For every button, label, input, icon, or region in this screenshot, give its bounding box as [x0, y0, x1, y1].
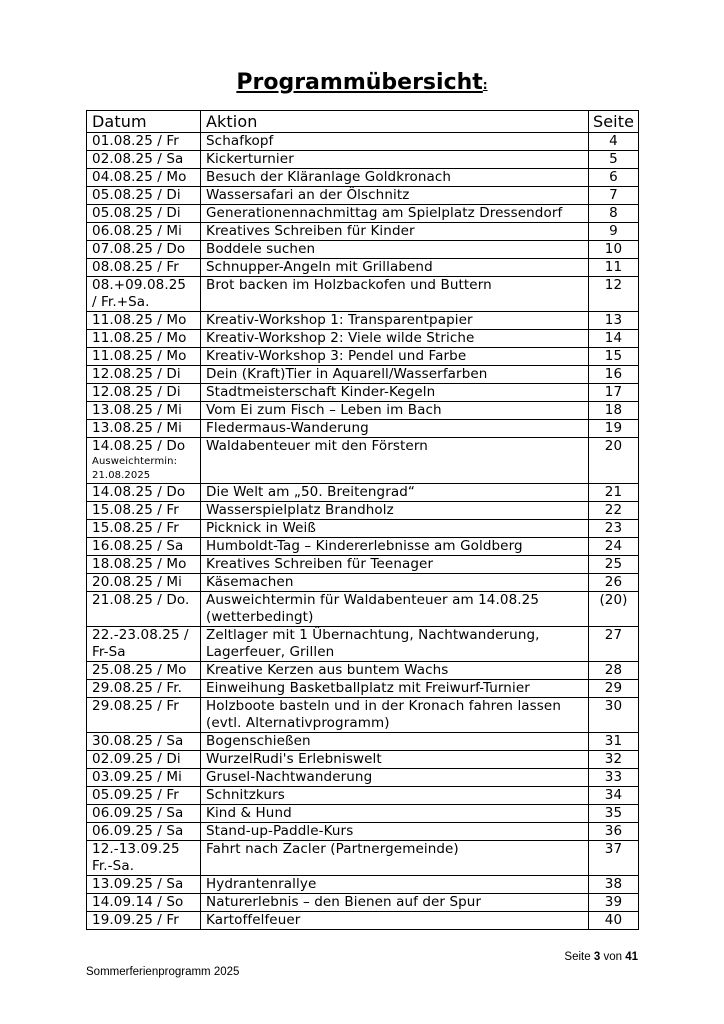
cell-action: Kreative Kerzen aus buntem Wachs [201, 662, 589, 680]
cell-page: 29 [589, 680, 639, 698]
cell-page: (20) [589, 592, 639, 627]
date-text: 16.08.25 / Sa [92, 538, 184, 554]
cell-page: 27 [589, 627, 639, 662]
cell-action: Die Welt am „50. Breitengrad“ [201, 484, 589, 502]
table-row [87, 662, 639, 680]
table-row [87, 312, 639, 330]
cell-date [87, 592, 201, 627]
cell-action: Kreatives Schreiben für Teenager [201, 556, 589, 574]
cell-date [87, 627, 201, 662]
cell-action: Stadtmeisterschaft Kinder-Kegeln [201, 384, 589, 402]
cell-page: 10 [589, 241, 639, 259]
cell-date [87, 680, 201, 698]
date-text: 12.08.25 / Di [92, 366, 181, 382]
cell-date [87, 876, 201, 894]
cell-date [87, 894, 201, 912]
date-text: 11.08.25 / Mo [92, 330, 187, 346]
cell-action: Schnupper-Angeln mit Grillabend [201, 259, 589, 277]
date-text: 11.08.25 / Mo [92, 312, 187, 328]
date-text: 14.09.14 / So [92, 894, 184, 910]
cell-action: Fledermaus-Wanderung [201, 420, 589, 438]
cell-page: 28 [589, 662, 639, 680]
cell-date [87, 556, 201, 574]
date-text: 15.08.25 / Fr [92, 520, 179, 536]
table-row [87, 484, 639, 502]
cell-page: 30 [589, 698, 639, 733]
cell-page: 35 [589, 805, 639, 823]
cell-action: Kind & Hund [201, 805, 589, 823]
cell-date [87, 384, 201, 402]
cell-date [87, 312, 201, 330]
cell-page: 26 [589, 574, 639, 592]
table-row [87, 438, 639, 484]
date-text: 06.09.25 / Sa [92, 805, 184, 821]
cell-action: Dein (Kraft)Tier in Aquarell/Wasserfarben [201, 366, 589, 384]
table-row [87, 841, 639, 876]
cell-date [87, 823, 201, 841]
cell-date [87, 438, 201, 484]
table-row [87, 241, 639, 259]
date-text: 21.08.25 / Do. [92, 592, 190, 608]
cell-action: Picknick in Weiß [201, 520, 589, 538]
program-table [86, 110, 639, 930]
cell-date [87, 484, 201, 502]
cell-action: Vom Ei zum Fisch – Leben im Bach [201, 402, 589, 420]
cell-action: Stand-up-Paddle-Kurs [201, 823, 589, 841]
cell-action: Schnitzkurs [201, 787, 589, 805]
cell-page: 32 [589, 751, 639, 769]
table-row [87, 384, 639, 402]
cell-date [87, 787, 201, 805]
cell-action: Brot backen im Holzbackofen und Buttern [201, 277, 589, 312]
cell-page: 19 [589, 420, 639, 438]
cell-page: 39 [589, 894, 639, 912]
cell-action: Schafkopf [201, 133, 589, 151]
date-text: 12.-13.09.25 Fr.-Sa. [92, 841, 180, 874]
date-text: 20.08.25 / Mi [92, 574, 182, 590]
table-row [87, 538, 639, 556]
date-text: 07.08.25 / Do [92, 241, 186, 257]
cell-action: Zeltlager mit 1 Übernachtung, Nachtwanderung, Lagerfeuer, Grillen [201, 627, 589, 662]
date-text: 12.08.25 / Di [92, 384, 181, 400]
date-text: 02.08.25 / Sa [92, 151, 184, 167]
cell-page: 5 [589, 151, 639, 169]
date-text: 30.08.25 / Sa [92, 733, 184, 749]
cell-date [87, 366, 201, 384]
cell-page: 23 [589, 520, 639, 538]
cell-date [87, 169, 201, 187]
cell-action: Bogenschießen [201, 733, 589, 751]
cell-page: 16 [589, 366, 639, 384]
date-text: 18.08.25 / Mo [92, 556, 187, 572]
cell-page: 24 [589, 538, 639, 556]
cell-date [87, 277, 201, 312]
date-text: 29.08.25 / Fr. [92, 680, 183, 696]
column-header-date: Datum [87, 111, 201, 133]
table-header-row [87, 111, 639, 133]
date-text: 04.08.25 / Mo [92, 169, 187, 185]
cell-date [87, 187, 201, 205]
cell-action: Kickerturnier [201, 151, 589, 169]
table-row [87, 420, 639, 438]
cell-date [87, 402, 201, 420]
cell-page: 14 [589, 330, 639, 348]
cell-page: 20 [589, 438, 639, 484]
table-row [87, 205, 639, 223]
cell-page: 22 [589, 502, 639, 520]
table-row [87, 556, 639, 574]
table-row [87, 133, 639, 151]
page-number-prefix: Seite [564, 951, 591, 963]
table-row [87, 733, 639, 751]
cell-action: Hydrantenrallye [201, 876, 589, 894]
table-row [87, 574, 639, 592]
cell-date [87, 241, 201, 259]
cell-date [87, 574, 201, 592]
cell-page: 38 [589, 876, 639, 894]
table-row [87, 520, 639, 538]
date-text: 13.09.25 / Sa [92, 876, 184, 892]
table-row [87, 823, 639, 841]
cell-page: 37 [589, 841, 639, 876]
table-row [87, 348, 639, 366]
table-row [87, 277, 639, 312]
table-row [87, 912, 639, 930]
table-row [87, 876, 639, 894]
cell-action: Ausweichtermin für Waldabenteuer am 14.08.25 (wetterbedingt) [201, 592, 589, 627]
table-row [87, 259, 639, 277]
cell-page: 9 [589, 223, 639, 241]
table-row [87, 894, 639, 912]
table-row [87, 402, 639, 420]
cell-action: Kreativ-Workshop 2: Viele wilde Striche [201, 330, 589, 348]
date-note: Ausweichtermin: 21.08.2025 [92, 456, 178, 481]
date-text: 06.09.25 / Sa [92, 823, 184, 839]
date-text: 19.09.25 / Fr [92, 912, 179, 928]
table-row [87, 698, 639, 733]
cell-page: 25 [589, 556, 639, 574]
table-row [87, 805, 639, 823]
cell-page: 4 [589, 133, 639, 151]
cell-date [87, 805, 201, 823]
table-body [87, 133, 639, 930]
column-header-page: Seite [589, 111, 639, 133]
cell-page: 13 [589, 312, 639, 330]
cell-page: 12 [589, 277, 639, 312]
cell-date [87, 662, 201, 680]
date-text: 25.08.25 / Mo [92, 662, 187, 678]
cell-action: Waldabenteuer mit den Förstern [201, 438, 589, 484]
page-number-current: 3 [593, 951, 601, 963]
date-text: 14.08.25 / Do [92, 438, 186, 454]
cell-date [87, 698, 201, 733]
cell-date [87, 223, 201, 241]
cell-page: 18 [589, 402, 639, 420]
cell-action: Humboldt-Tag – Kindererlebnisse am Goldberg [201, 538, 589, 556]
cell-page: 8 [589, 205, 639, 223]
table-row [87, 680, 639, 698]
date-text: 05.09.25 / Fr [92, 787, 179, 803]
date-text: 13.08.25 / Mi [92, 402, 182, 418]
cell-action: Kartoffelfeuer [201, 912, 589, 930]
cell-page: 6 [589, 169, 639, 187]
cell-action: Generationennachmittag am Spielplatz Dressendorf [201, 205, 589, 223]
table-row [87, 366, 639, 384]
date-text: 22.-23.08.25 / Fr-Sa [92, 627, 189, 660]
table-row [87, 223, 639, 241]
date-text: 13.08.25 / Mi [92, 420, 182, 436]
cell-date [87, 912, 201, 930]
table-row [87, 787, 639, 805]
date-text: 15.08.25 / Fr [92, 502, 179, 518]
cell-action: Boddele suchen [201, 241, 589, 259]
page-number [564, 951, 638, 963]
cell-action: Kreativ-Workshop 3: Pendel und Farbe [201, 348, 589, 366]
cell-page: 7 [589, 187, 639, 205]
cell-action: Einweihung Basketballplatz mit Freiwurf-Turnier [201, 680, 589, 698]
date-text: 08.+09.08.25 / Fr.+Sa. [92, 277, 187, 310]
cell-page: 34 [589, 787, 639, 805]
cell-date [87, 751, 201, 769]
table-row [87, 187, 639, 205]
cell-action: Grusel-Nachtwanderung [201, 769, 589, 787]
document-footer: Sommerferienprogramm 2025 [86, 966, 240, 978]
cell-action: Fahrt nach Zacler (Partnergemeinde) [201, 841, 589, 876]
table-row [87, 751, 639, 769]
cell-date [87, 769, 201, 787]
cell-date [87, 151, 201, 169]
cell-action: Wasserspielplatz Brandholz [201, 502, 589, 520]
page-title [0, 70, 724, 95]
cell-date [87, 205, 201, 223]
column-header-action: Aktion [201, 111, 589, 133]
date-text: 11.08.25 / Mo [92, 348, 187, 364]
cell-action: Wassersafari an der Ölschnitz [201, 187, 589, 205]
cell-page: 36 [589, 823, 639, 841]
cell-action: Kreatives Schreiben für Kinder [201, 223, 589, 241]
cell-page: 15 [589, 348, 639, 366]
table-row [87, 592, 639, 627]
date-text: 02.09.25 / Di [92, 751, 181, 767]
table-row [87, 330, 639, 348]
page-number-total: 41 [625, 951, 638, 963]
cell-date [87, 733, 201, 751]
cell-action: Holzboote basteln und in der Kronach fahren lassen (evtl. Alternativprogramm) [201, 698, 589, 733]
table-row [87, 769, 639, 787]
date-text: 14.08.25 / Do [92, 484, 186, 500]
table-row [87, 627, 639, 662]
cell-date [87, 330, 201, 348]
date-text: 06.08.25 / Mi [92, 223, 182, 239]
cell-action: WurzelRudi's Erlebniswelt [201, 751, 589, 769]
date-text: 03.09.25 / Mi [92, 769, 182, 785]
cell-date [87, 538, 201, 556]
cell-action: Besuch der Kläranlage Goldkronach [201, 169, 589, 187]
table-row [87, 151, 639, 169]
cell-page: 31 [589, 733, 639, 751]
cell-action: Käsemachen [201, 574, 589, 592]
cell-date [87, 348, 201, 366]
date-text: 08.08.25 / Fr [92, 259, 179, 275]
cell-date [87, 259, 201, 277]
date-text: 01.08.25 / Fr [92, 133, 179, 149]
cell-page: 17 [589, 384, 639, 402]
date-text: 05.08.25 / Di [92, 187, 181, 203]
table-row [87, 169, 639, 187]
cell-date [87, 502, 201, 520]
cell-date [87, 133, 201, 151]
cell-date [87, 520, 201, 538]
cell-date [87, 420, 201, 438]
page-number-of: von [603, 951, 622, 963]
cell-page: 21 [589, 484, 639, 502]
page-title-text: Programmübersicht [236, 70, 483, 95]
date-text: 05.08.25 / Di [92, 205, 181, 221]
cell-date [87, 841, 201, 876]
cell-action: Kreativ-Workshop 1: Transparentpapier [201, 312, 589, 330]
cell-page: 40 [589, 912, 639, 930]
cell-action: Naturerlebnis – den Bienen auf der Spur [201, 894, 589, 912]
cell-page: 33 [589, 769, 639, 787]
date-text: 29.08.25 / Fr [92, 698, 179, 714]
page-title-colon: : [482, 78, 488, 92]
table-row [87, 502, 639, 520]
cell-page: 11 [589, 259, 639, 277]
